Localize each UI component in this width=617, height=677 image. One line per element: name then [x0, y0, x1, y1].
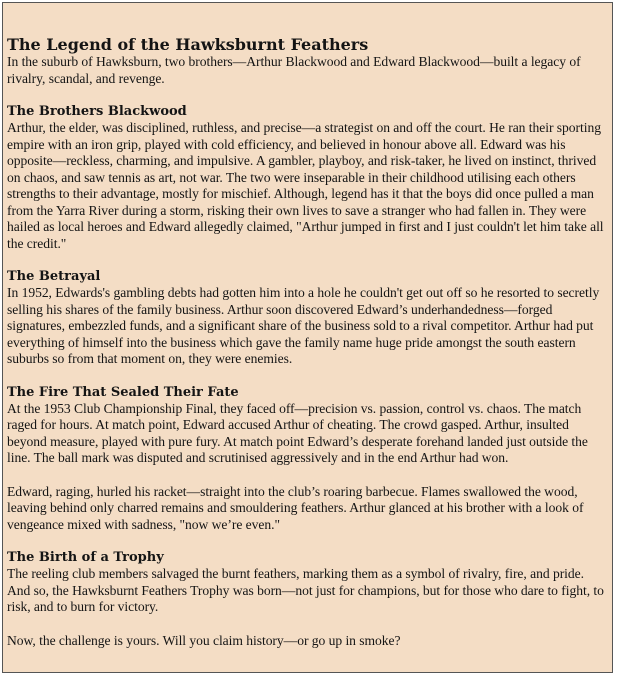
section-heading-trophy: The Birth of a Trophy: [7, 550, 164, 565]
spacer: [7, 368, 606, 385]
section-heading-fire: The Fire That Sealed Their Fate: [7, 384, 239, 400]
story-panel: [2, 2, 613, 673]
spacer: [7, 87, 606, 104]
spacer: [7, 616, 606, 633]
spacer: [7, 533, 606, 550]
closing-paragraph: Now, the challenge is yours. Will you claim history—or go up in smoke?: [7, 632, 401, 648]
story-title: The Legend of the Hawksburnt Feathers: [7, 35, 369, 54]
section-heading-betrayal: The Betrayal: [7, 269, 101, 284]
section-paragraph-fire-racket: Edward, raging, hurled his racket—straight into the club’s roaring barbecue. Flames swallowed the wood, leaving behind only charred remains and smouldering feathers. Arthur glanced at his brother with a look of vengeance mixed with sadness, "now we’re even.": [7, 483, 584, 532]
section-paragraph-brothers: Arthur, the elder, was disciplined, ruthless, and precise—a strategist on and off the court. He ran their sporting empire with an iron grip, played with cold efficiency, and believed in honour above all. Edward was his opposite—reckless, charming, and impulsive. A gambler, playboy, and risk-taker, he lived on instinct, thrived on chaos, and saw tennis as art, not war. The two were inseparable in their childhood utilising each others strengths to their advantage, mostly for mischief. Although, legend has it that the boys did once pulled a man from the Yarra River during a storm, risking their own lives to save a stranger who had fallen in. They were hailed as local heroes and Edward allegedly claimed, "Arthur jumped in first and I just couldn't let him take all the credit.": [7, 120, 604, 251]
section-paragraph-fire-match: At the 1953 Club Championship Final, they faced off—precision vs. passion, control vs. chaos. The match raged for hours. At match point, Edward accused Arthur of cheating. The crowd gasped. Arthur, insulted beyond measure, played with pure fury. At match point Edward’s desperate forehand landed just outside the line. The ball mark was disputed and scrutinised aggressively and in the end Arthur had won.: [7, 400, 588, 465]
spacer: [7, 252, 606, 269]
section-paragraph-betrayal: In 1952, Edwards's gambling debts had gotten him into a hole he couldn't get out off so he resorted to secretly selling his shares of the family business. Arthur soon discovered Edward’s underhandedness—forged signatures, embezzled funds, and a significant share of the business sold to a rival competitor. Arthur had put everything of himself into the business which gave the family name huge pride amongst the south eastern suburbs so from that moment on, they were enemies.: [7, 285, 600, 366]
section-paragraph-trophy: The reeling club members salvaged the burnt feathers, marking them as a symbol of rivalry, fire, and pride. And so, the Hawksburnt Feathers Trophy was born—not just for champions, but for those who dare to fight, to risk, and to burn for victory.: [7, 566, 604, 614]
intro-paragraph: In the suburb of Hawksburn, two brothers—Arthur Blackwood and Edward Blackwood—built a legacy of rivalry, scandal, and revenge.: [7, 54, 581, 86]
section-heading-brothers: The Brothers Blackwood: [7, 104, 187, 119]
spacer: [7, 467, 606, 484]
